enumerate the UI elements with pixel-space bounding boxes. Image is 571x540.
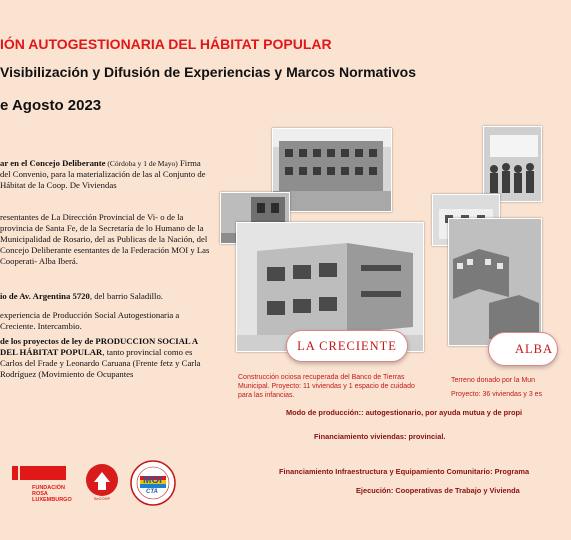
la-creciente-caption: Construcción ociosa recuperada del Banco de Tierras Municipal. Proyecto: 11 viviendas y 1 espacio de cuidado para las infancias. xyxy=(238,374,415,399)
alba-caption-2: Proyecto: 36 viviendas y 3 es xyxy=(451,391,543,398)
agenda-item-1 xyxy=(0,158,210,191)
moi-text: MOI xyxy=(143,475,162,486)
secohp-logo xyxy=(84,462,120,504)
alba-caption-1: Terreno donado por la Mun xyxy=(451,377,536,384)
agenda-item-2: resentantes de La Dirección Provincial de Vi- o de la provincia de Santa Fe, de la Secretaría de lo Humano de la Municipalidad de Rosario, del as Publicas de la Nación, del Concejo Deliberante esentantes de la Federación MOI y Las Cooperati- Alba Iberá. xyxy=(0,212,210,266)
agenda-item-5-text: , tanto provincial como es Carlos del Frade y Leonardo Caruana (Frente fetz y Carla Rodríguez (Movimiento de Ocupantes xyxy=(0,347,201,379)
group-photo xyxy=(483,126,542,202)
la-creciente-label: LA CRECIENTE xyxy=(286,330,408,362)
agenda-item-5-title: de los proyectos de ley de PRODUCCION SOCIAL A DEL HÁBITAT POPULAR xyxy=(0,336,198,357)
rosa-luxemburgo-mark-icon xyxy=(12,466,66,480)
agenda-item-3-text: , del barrio Saladillo. xyxy=(89,291,163,301)
agenda-item-1-address: (Córdoba y 1 de Mayo) xyxy=(105,159,178,168)
building-facade-photo xyxy=(272,128,392,212)
agenda-item-1-place: ar en el Concejo Deliberante xyxy=(0,158,106,168)
agenda-item-5 xyxy=(0,336,210,380)
infrastructure-financing: Financiamiento Infraestructura y Equipamiento Comunitario: Programa xyxy=(279,467,530,476)
housing-financing: Financiamiento viviendas: provincial. xyxy=(314,432,446,441)
secohp-text: SeCOHP xyxy=(93,496,111,501)
alba-label: ALBA xyxy=(488,332,558,366)
agenda-item-3-place: io de Av. Argentina 5720 xyxy=(0,291,90,301)
alba-aerial-render xyxy=(448,218,542,346)
moi-cta-logo xyxy=(130,460,176,506)
event-title: IÓN AUTOGESTIONARIA DEL HÁBITAT POPULAR xyxy=(0,36,332,52)
event-date: e Agosto 2023 xyxy=(0,97,102,114)
rosa-luxemburgo-logo xyxy=(12,466,72,503)
rosa-luxemburgo-text: FUNDACIÓN ROSA LUXEMBURGO xyxy=(32,485,72,503)
production-mode: Modo de producción:: autogestionario, por ayuda mutua y de propi xyxy=(286,408,523,417)
agenda-item-3 xyxy=(0,291,210,302)
agenda-item-4: experiencia de Producción Social Autogestionaria a Creciente. Intercambio. xyxy=(0,310,180,331)
agenda-item-1-text: Firma del Convenio, para la materialización de las al Conjunto de Hábitat de la Coop. De Viviendas xyxy=(0,158,206,190)
event-subtitle: Visibilización y Difusión de Experiencias y Marcos Normativos xyxy=(0,64,416,80)
execution: Ejecución: Cooperativas de Trabajo y Vivienda xyxy=(356,486,520,495)
cta-text: CTA xyxy=(146,489,158,495)
